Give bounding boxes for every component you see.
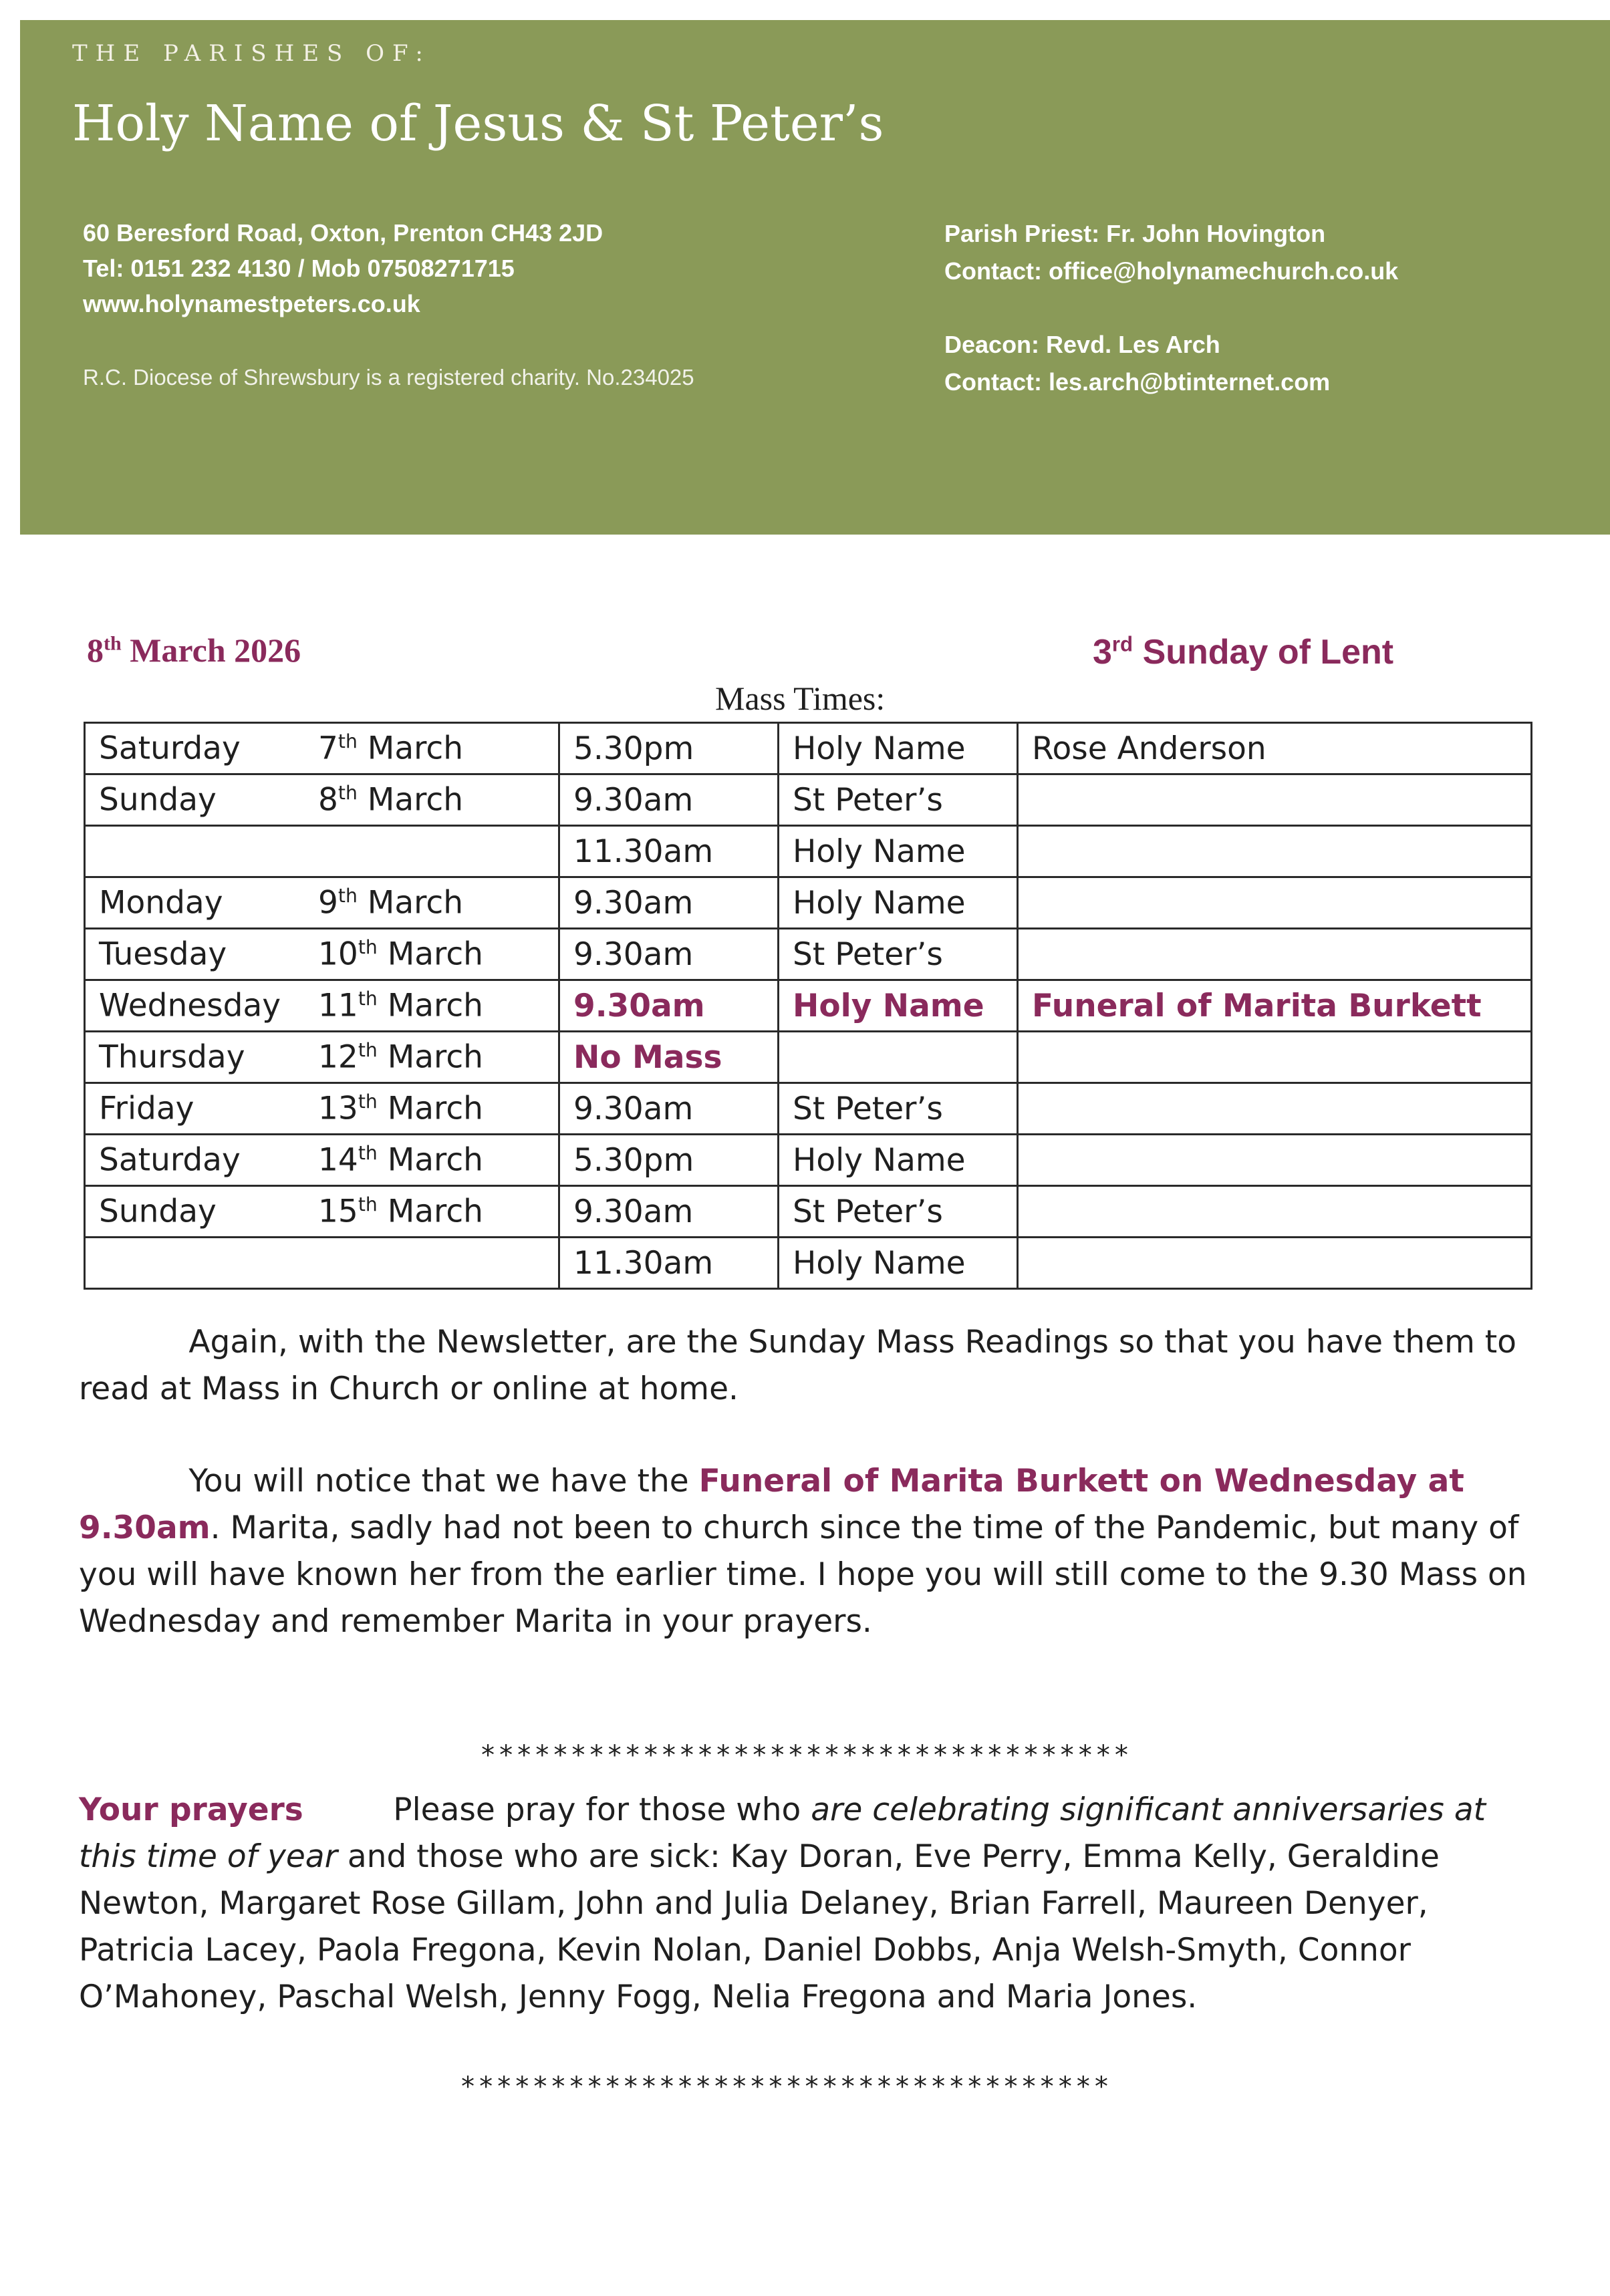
mass-intention — [1018, 1238, 1532, 1289]
mass-day-cell — [85, 1032, 559, 1083]
mass-times-table — [84, 722, 1532, 1290]
mass-date — [318, 1193, 483, 1230]
deacon-contact[interactable]: Contact: les.arch@btinternet.com — [944, 368, 1331, 396]
mass-date-num: 9 — [318, 884, 338, 921]
mass-church: Holy Name — [779, 1238, 1018, 1289]
clergy-block — [944, 215, 1398, 401]
mass-date — [318, 988, 483, 1024]
mass-date-suffix: th — [358, 936, 378, 958]
mass-day-cell — [85, 929, 559, 980]
mass-day-cell — [85, 1083, 559, 1135]
funeral-paragraph — [79, 1458, 1532, 1645]
mass-day-cell — [85, 1186, 559, 1238]
date-day: 8 — [87, 631, 104, 669]
mass-date-month: March — [387, 987, 483, 1024]
deacon-line: Deacon: Revd. Les Arch — [944, 331, 1220, 358]
mass-row — [85, 1186, 1532, 1238]
mass-time: 5.30pm — [559, 1135, 779, 1186]
mass-date-suffix: th — [338, 781, 358, 804]
liturgical-sunday — [1093, 632, 1393, 672]
mass-date — [318, 782, 463, 819]
mass-church: Holy Name — [779, 826, 1018, 877]
mass-row — [85, 877, 1532, 929]
para1-text: Again, with the Newsletter, are the Sunday Mass Readings so that you have them to read at Mass in Church or online at home. — [79, 1324, 1516, 1407]
date-rest: March 2026 — [130, 631, 301, 669]
mass-day-name: Sunday — [99, 1193, 217, 1230]
prayers-lead: Please pray for those who — [393, 1791, 811, 1828]
mass-date-month: March — [367, 781, 464, 819]
mass-day-name: Wednesday — [99, 987, 281, 1024]
mass-date-num: 7 — [318, 730, 338, 767]
mass-time: 9.30am — [559, 929, 779, 980]
mass-date-num: 11 — [318, 987, 358, 1024]
mass-date-suffix: th — [338, 730, 358, 752]
mass-date-suffix: th — [358, 1141, 378, 1164]
sunday-suffix: rd — [1111, 632, 1133, 656]
mass-time: 5.30pm — [559, 723, 779, 774]
mass-intention — [1018, 1083, 1532, 1135]
para2-indent — [79, 1463, 188, 1499]
mass-time: 9.30am — [559, 877, 779, 929]
priest-line: Parish Priest: Fr. John Hovington — [944, 220, 1326, 247]
mass-church: St Peter’s — [779, 1186, 1018, 1238]
mass-time: 9.30am — [559, 980, 779, 1032]
mass-date-suffix: th — [358, 1193, 378, 1215]
mass-church: Holy Name — [779, 980, 1018, 1032]
mass-date-suffix: th — [358, 987, 378, 1010]
prayers-gap — [303, 1791, 393, 1828]
mass-intention — [1018, 826, 1532, 877]
mass-day-cell — [85, 826, 559, 877]
mass-intention: Rose Anderson — [1018, 723, 1532, 774]
parish-address-block — [83, 215, 603, 321]
mass-date-month: March — [387, 1193, 483, 1230]
website-link[interactable]: www.holynamestpeters.co.uk — [83, 290, 420, 317]
prayers-text: and those who are sick: Kay Doran, Eve Perry, Emma Kelly, Geraldine Newton, Margaret Rose Gillam, John and Julia Delaney, Brian Farrell, Maureen Denyer, Patricia Lacey, Paola Fregona, Kevin Nolan, Daniel Dobbs, Anja Welsh-Smyth, Connor O’Mahoney, Paschal Welsh, Jenny Fogg, Nelia Fregona and Maria Jones. — [79, 1838, 1440, 2015]
mass-date-num: 14 — [318, 1141, 358, 1179]
prayers-paragraph — [79, 1787, 1532, 2021]
mass-times-caption: Mass Times: — [715, 680, 886, 717]
mass-day-cell — [85, 723, 559, 774]
mass-date — [318, 1142, 483, 1179]
sunday-rest: Sunday of Lent — [1142, 633, 1394, 672]
mass-date-suffix: th — [338, 884, 358, 907]
address-line: 60 Beresford Road, Oxton, Prenton CH43 2JD — [83, 219, 603, 247]
mass-church: Holy Name — [779, 877, 1018, 929]
mass-date-num: 10 — [318, 936, 358, 973]
mass-date — [318, 936, 483, 973]
mass-row — [85, 1083, 1532, 1135]
date-suffix: th — [104, 632, 122, 655]
sunday-num: 3 — [1093, 633, 1112, 672]
mass-intention — [1018, 1032, 1532, 1083]
charity-notice: R.C. Diocese of Shrewsbury is a registered charity. No.234025 — [83, 365, 694, 390]
mass-time: No Mass — [559, 1032, 779, 1083]
mass-date — [318, 730, 463, 767]
mass-time: 11.30am — [559, 826, 779, 877]
mass-date — [318, 1091, 483, 1127]
mass-day-name: Saturday — [99, 1141, 241, 1179]
mass-row — [85, 1032, 1532, 1083]
mass-church: St Peter’s — [779, 774, 1018, 826]
mass-row — [85, 980, 1532, 1032]
mass-intention — [1018, 1186, 1532, 1238]
mass-date-month: March — [367, 730, 464, 767]
mass-day-name: Tuesday — [99, 936, 227, 973]
mass-row — [85, 929, 1532, 980]
mass-date-month: March — [387, 1141, 483, 1179]
mass-row — [85, 826, 1532, 877]
mass-date-suffix: th — [358, 1038, 378, 1061]
para2-text: . Marita, sadly had not been to church since the time of the Pandemic, but many of you will have known her from the earlier time. I hope you will still come to the 9.30 Mass on Wednesday and remember Marita in your prayers. — [79, 1510, 1527, 1640]
mass-date-suffix: th — [358, 1090, 378, 1113]
mass-day-name: Thursday — [99, 1038, 245, 1076]
readings-paragraph — [79, 1319, 1532, 1413]
mass-row — [85, 1135, 1532, 1186]
mass-date-num: 8 — [318, 781, 338, 819]
mass-intention — [1018, 774, 1532, 826]
mass-day-cell — [85, 877, 559, 929]
mass-row — [85, 1238, 1532, 1289]
mass-church: St Peter’s — [779, 929, 1018, 980]
mass-day-cell — [85, 1135, 559, 1186]
prayers-italic: are celebrating significant anniversaries at this time of year — [79, 1791, 1486, 1875]
mass-day-name: Saturday — [99, 730, 241, 767]
mass-time: 9.30am — [559, 774, 779, 826]
para2-lead: You will notice that we have the — [188, 1463, 699, 1499]
mass-date-month: March — [387, 1038, 483, 1076]
mass-date-num: 12 — [318, 1038, 358, 1076]
mass-date — [318, 885, 463, 921]
newsletter-date — [87, 631, 301, 670]
mass-intention — [1018, 1135, 1532, 1186]
mass-church: Holy Name — [779, 723, 1018, 774]
mass-row — [85, 723, 1532, 774]
mass-church: Holy Name — [779, 1135, 1018, 1186]
mass-day-name: Sunday — [99, 781, 217, 819]
funeral-highlight: Funeral of Marita Burkett on Wednesday at 9.30am — [79, 1463, 1464, 1546]
phone-line: Tel: 0151 232 4130 / Mob 07508271715 — [83, 255, 515, 282]
mass-date — [318, 1039, 483, 1076]
para1-indent — [79, 1324, 188, 1360]
mass-intention — [1018, 929, 1532, 980]
priest-contact[interactable]: Contact: office@holynamechurch.co.uk — [944, 257, 1399, 285]
mass-church: St Peter’s — [779, 1083, 1018, 1135]
parish-name: Holy Name of Jesus & St Peter’s — [72, 95, 884, 152]
mass-day-cell — [85, 1238, 559, 1289]
mass-church — [779, 1032, 1018, 1083]
separator-stars-1: ************************************ — [480, 1740, 1131, 1771]
mass-time: 9.30am — [559, 1083, 779, 1135]
mass-day-cell — [85, 774, 559, 826]
mass-date-num: 15 — [318, 1193, 358, 1230]
separator-stars-2: ************************************ — [460, 2071, 1111, 2102]
mass-day-cell — [85, 980, 559, 1032]
mass-date-month: March — [367, 884, 464, 921]
mass-day-name: Friday — [99, 1090, 194, 1127]
mass-date-month: March — [387, 1090, 483, 1127]
mass-intention — [1018, 877, 1532, 929]
mass-day-name: Monday — [99, 884, 223, 921]
mass-time: 9.30am — [559, 1186, 779, 1238]
prayers-heading: Your prayers — [79, 1791, 303, 1828]
mass-date-num: 13 — [318, 1090, 358, 1127]
parishes-kicker: THE PARISHES OF: — [72, 40, 431, 67]
mass-row — [85, 774, 1532, 826]
mass-date-month: March — [387, 936, 483, 973]
mass-time: 11.30am — [559, 1238, 779, 1289]
mass-intention: Funeral of Marita Burkett — [1018, 980, 1532, 1032]
